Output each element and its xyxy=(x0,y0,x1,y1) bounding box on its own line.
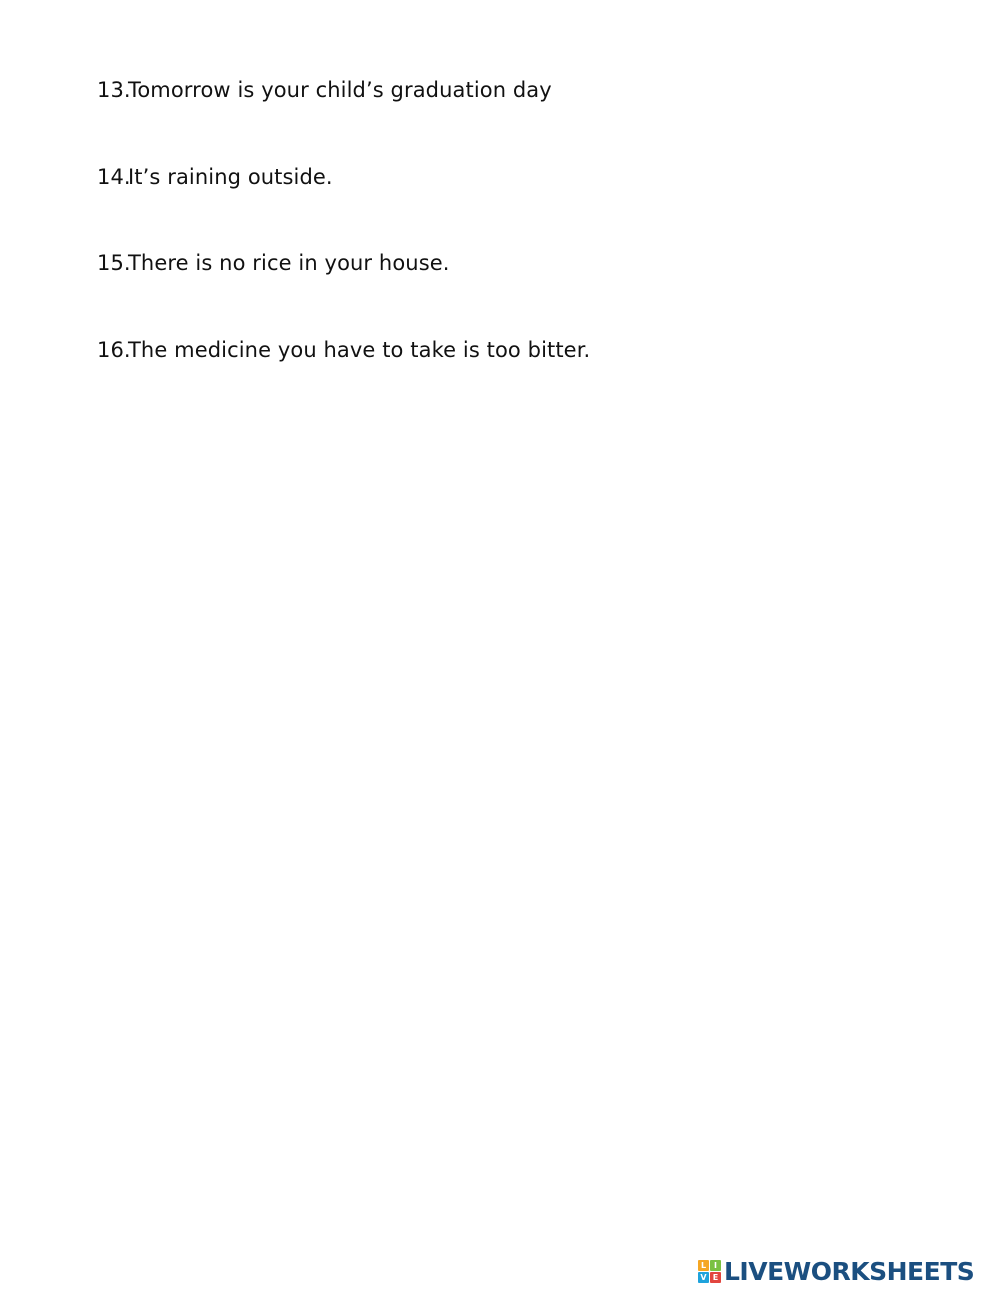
brand-name: LIVEWORKSHEETS xyxy=(724,1256,975,1286)
question-text: It’s raining outside. xyxy=(128,165,333,189)
question-number: 13. xyxy=(97,78,131,102)
liveworksheets-logo xyxy=(698,1256,974,1286)
logo-mark-icon xyxy=(698,1260,721,1283)
question-number: 16. xyxy=(97,338,131,362)
logo-letter: L xyxy=(698,1260,709,1271)
question-number: 14. xyxy=(97,165,131,189)
question-text: There is no rice in your house. xyxy=(128,251,450,275)
question-text: The medicine you have to take is too bitter. xyxy=(128,338,591,362)
logo-letter: I xyxy=(710,1260,721,1271)
question-text: Tomorrow is your child’s graduation day xyxy=(128,78,552,102)
question-16 xyxy=(97,336,590,364)
logo-letter: E xyxy=(710,1272,721,1283)
question-number: 15. xyxy=(97,251,131,275)
question-15 xyxy=(97,249,450,277)
logo-letter: V xyxy=(698,1272,709,1283)
question-14 xyxy=(97,163,333,191)
question-13 xyxy=(97,76,552,104)
